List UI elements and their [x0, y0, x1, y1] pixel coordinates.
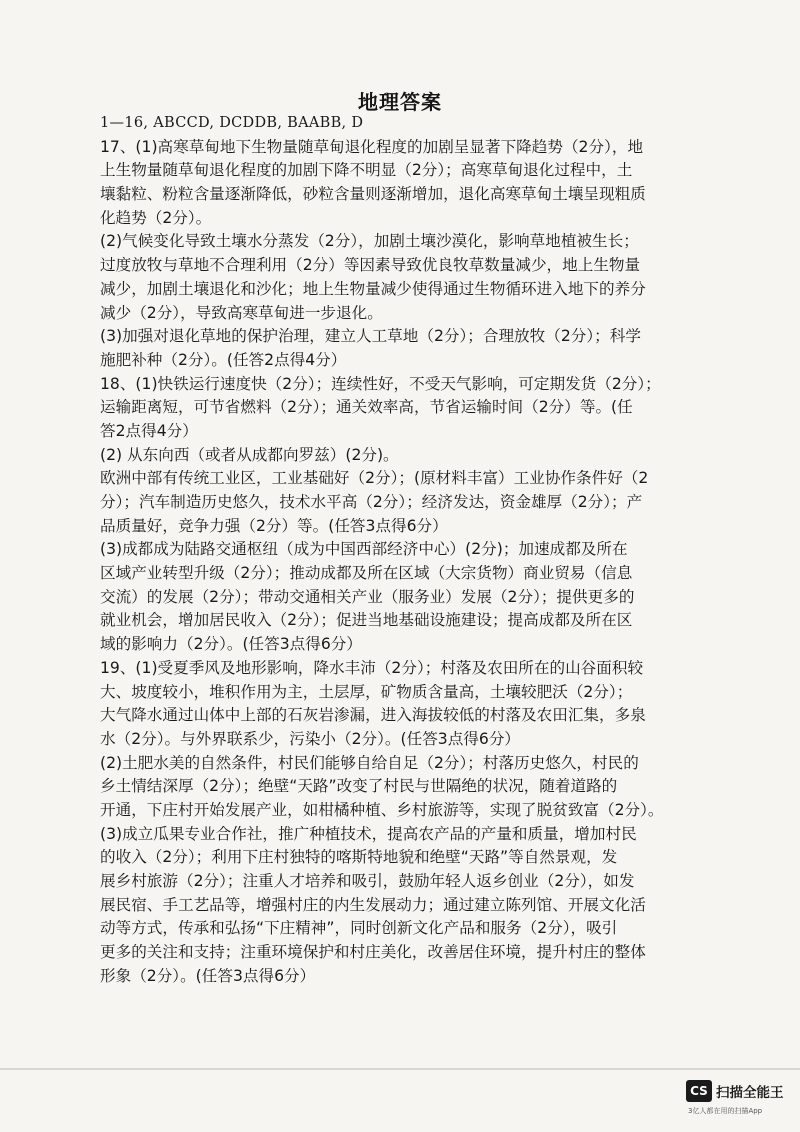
answer-line: 1—16, ABCCD, DCDDB, BAABB, D	[100, 115, 364, 131]
page-title: 地理答案	[358, 90, 442, 114]
answer-line: 18、(1)快铁运行速度快（2分）；连续性好，不受天气影响，可定期发货（2分）；	[100, 374, 661, 393]
scan-edge-divider	[0, 1068, 800, 1070]
answer-line: 运输距离短，可节省燃料（2分）；通关效率高，节省运输时间（2分）等。(任	[100, 398, 633, 417]
answer-line: 减少，加剧土壤退化和沙化；地上生物量减少使得通过生物循环进入地下的养分	[100, 279, 646, 298]
watermark-tagline: 3亿人都在用的扫描App	[688, 1107, 763, 1115]
answer-line: 动等方式，传承和弘扬“下庄精神”，同时创新文化产品和服务（2分），吸引	[100, 919, 618, 938]
answer-line: (3)加强对退化草地的保护治理，建立人工草地（2分）；合理放牧（2分）；科学	[100, 327, 641, 346]
answer-line: 大气降水通过山体中上部的石灰岩渗漏，进入海拔较低的村落及农田汇集，多泉	[100, 706, 646, 725]
answer-line: 化趋势（2分）。	[100, 208, 212, 227]
answer-line: (2) 从东向西（或者从成都向罗兹）(2分)。	[100, 445, 399, 464]
answer-line: 过度放牧与草地不合理利用（2分）等因素导致优良牧草数量减少，地上生物量	[100, 256, 641, 275]
answer-line: 17、(1)高寒草甸地下生物量随草甸退化程度的加剧呈显著下降趋势（2分），地	[100, 137, 644, 156]
answer-line: 答2点得4分）	[100, 421, 198, 440]
answer-line: 19、(1)受夏季风及地形影响，降水丰沛（2分）；村落及农田所在的山谷面积较	[100, 658, 644, 677]
answer-line: 分）；汽车制造历史悠久，技术水平高（2分）；经济发达，资金雄厚（2分）；产	[100, 493, 643, 511]
answer-line: 水（2分）。与外界联系少，污染小（2分）。(任答3点得6分）	[100, 729, 521, 748]
answer-line: 施肥补种（2分）。(任答2点得4分）	[100, 350, 347, 369]
answer-body	[100, 112, 700, 988]
answer-line: 形象（2分）。(任答3点得6分）	[100, 966, 316, 985]
answer-line: 开通，下庄村开始发展产业，如柑橘种植、乡村旅游等，实现了脱贫致富（2分）。	[100, 800, 664, 819]
answer-line: (3)成都成为陆路交通枢纽（成为中国西部经济中心）(2分)；加速成都及所在	[100, 540, 628, 559]
answer-line: 展民宿、手工艺品等，增强村庄的内生发展动力；通过建立陈列馆、开展文化活	[100, 895, 646, 914]
scanner-watermark	[686, 1080, 796, 1120]
answer-line: 更多的关注和支持；注重环境保护和村庄美化，改善居住环境，提升村庄的整体	[100, 943, 646, 962]
answer-line: 就业机会，增加居民收入（2分）；促进当地基础设施建设；提高成都及所在区	[100, 611, 633, 630]
answer-line: 上生物量随草甸退化程度的加剧下降不明显（2分）；高寒草甸退化过程中，土	[100, 161, 633, 180]
answer-line: (2)气候变化导致土壤水分蒸发（2分），加剧土壤沙漠化，影响草地植被生长；	[100, 232, 639, 251]
answer-line: 交流）的发展（2分）；带动交通相关产业（服务业）发展（2分）；提供更多的	[100, 587, 635, 606]
answer-line: (2)土肥水美的自然条件，村民们能够自给自足（2分）；村落历史悠久，村民的	[100, 753, 639, 772]
answer-line: 域的影响力（2分）。(任答3点得6分）	[100, 635, 362, 654]
camscanner-logo-icon: CS	[686, 1080, 712, 1102]
answer-line: 乡土情结深厚（2分）；绝壁“天路”改变了村民与世隔绝的状况，随着道路的	[100, 777, 618, 796]
answer-line: 区域产业转型升级（2分）；推动成都及所在区域（大宗货物）商业贸易（信息	[100, 564, 633, 583]
answer-line: 大、坡度较小，堆积作用为主，土层厚，矿物质含量高，土壤较肥沃（2分）；	[100, 682, 633, 701]
answer-line: (3)成立瓜果专业合作社，推广种植技术，提高农产品的产量和质量，增加村民	[100, 824, 637, 843]
watermark-app-name: 扫描全能王	[716, 1085, 784, 1101]
answer-line: 展乡村旅游（2分）；注重人才培养和吸引，鼓励年轻人返乡创业（2分），如发	[100, 872, 635, 890]
answer-line: 品质量好，竞争力强（2分）等。(任答3点得6分）	[100, 516, 448, 535]
answer-line: 减少（2分），导致高寒草甸进一步退化。	[100, 303, 383, 322]
answer-line: 壤黏粒、粉粒含量逐渐降低，砂粒含量则逐渐增加，退化高寒草甸土壤呈现粗质	[100, 185, 646, 204]
answer-line: 的收入（2分）；利用下庄村独特的喀斯特地貌和绝壁“天路”等自然景观，发	[100, 848, 618, 867]
answer-line: 欧洲中部有传统工业区，工业基础好（2分）；(原材料丰富）工业协作条件好（2	[100, 469, 649, 488]
